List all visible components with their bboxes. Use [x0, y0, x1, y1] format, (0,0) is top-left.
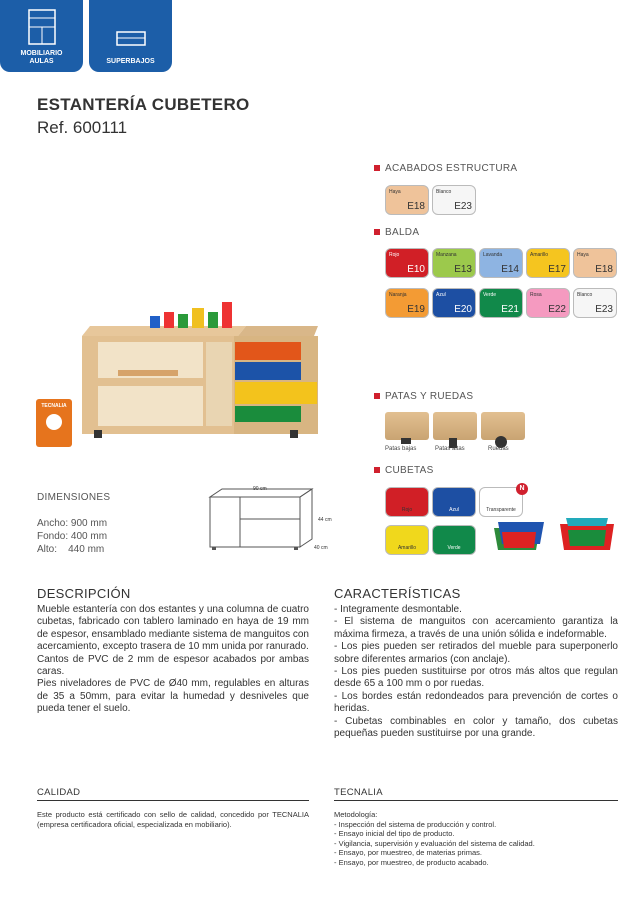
low-cabinet-icon [116, 30, 146, 48]
balda-swatch-name: Azul [436, 292, 446, 298]
balda-swatch [573, 248, 617, 278]
acabado-swatch [385, 185, 429, 215]
balda-swatch-name: Amarillo [530, 252, 549, 258]
balda-swatch-code: E23 [595, 304, 613, 315]
cubeta-swatch [432, 525, 476, 555]
balda-swatch [479, 248, 523, 278]
pata-alta-label: Patas altas [435, 446, 465, 452]
balda-swatch-name: Rosa [530, 292, 542, 298]
dim-label-d: 40 cm [314, 545, 328, 551]
dimensiones-title: DIMENSIONES [37, 492, 111, 503]
product-title: ESTANTERÍA CUBETERO [37, 95, 250, 114]
tab-mobiliario-aulas[interactable] [0, 0, 83, 72]
certificate-badge [36, 399, 72, 447]
balda-swatch-name: Haya [577, 252, 589, 258]
acabado-swatch-name: Haya [389, 189, 401, 195]
calidad-title: CALIDAD [37, 787, 81, 798]
balda-swatch-name: Lavanda [483, 252, 503, 258]
balda-swatch-code: E17 [548, 264, 566, 275]
balda-swatch-name: Verde [483, 292, 497, 298]
cubeta-swatch [385, 525, 429, 555]
cubeta-swatch [385, 487, 429, 517]
section-cubetas: CUBETAS [374, 465, 434, 476]
acabado-swatch-name: Blanco [436, 189, 452, 195]
bin-large-image [558, 516, 618, 556]
balda-swatch-code: E13 [454, 264, 472, 275]
balda-swatch-code: E22 [548, 304, 566, 315]
tecnalia-title: TECNALIA [334, 787, 383, 798]
balda-swatch-name: Manzana [436, 252, 457, 258]
calidad-rule [37, 800, 309, 801]
balda-swatch [479, 288, 523, 318]
descripcion-title: DESCRIPCIÓN [37, 586, 131, 601]
dim-ancho: Ancho: 900 mm [37, 518, 108, 529]
balda-swatch-code: E19 [407, 304, 425, 315]
balda-swatch-name: Naranja [389, 292, 407, 298]
calidad-text: Este producto está certificado con sello de calidad, concedido por TECNALIA (empresa certificadora oficial, especializada en mobiliario). [37, 810, 309, 829]
cubeta-swatch-name: Verde [447, 545, 461, 551]
product-image [78, 292, 328, 442]
acabado-swatch-code: E23 [454, 201, 472, 212]
dim-fondo: Fondo: 400 mm [37, 531, 108, 542]
balda-swatch-name: Rojo [389, 252, 400, 258]
section-acabados: ACABADOS ESTRUCTURA [374, 163, 517, 174]
cubeta-swatch-name: Azul [449, 507, 459, 513]
rueda-label: Ruedas [488, 446, 509, 452]
balda-swatch-code: E10 [407, 264, 425, 275]
cabinet-icon [27, 8, 57, 48]
bin-small-image [490, 518, 550, 558]
balda-swatch-name: Blanco [577, 292, 593, 298]
balda-swatch [385, 248, 429, 278]
balda-swatch [432, 248, 476, 278]
pata-alta-image [433, 412, 477, 440]
acabado-swatch-code: E18 [407, 201, 425, 212]
balda-swatch [526, 248, 570, 278]
new-badge: N [516, 483, 528, 495]
tecnalia-text: Metodología: - Inspección del sistema de producción y control. - Ensayo inicial del tipo de producto. - Vigilancia, supervisión y evaluación del sistema de calidad. - Ensayo, por muestreo, de materias primas. - Ensayo, por muestreo, de producto acabado. [334, 810, 535, 867]
dim-label-w: 90 cm [253, 486, 267, 492]
certificate-logo-icon [46, 414, 62, 430]
balda-swatch-code: E20 [454, 304, 472, 315]
balda-swatch-code: E18 [595, 264, 613, 275]
balda-swatch [573, 288, 617, 318]
cubeta-swatch-name: Transparente [486, 507, 516, 513]
cubeta-swatch-name: Amarillo [397, 545, 417, 551]
balda-swatch-code: E14 [501, 264, 519, 275]
tab-label: SUPERBAJOS [106, 58, 155, 65]
dim-label-h: 44 cm [318, 517, 332, 523]
product-ref: Ref. 600111 [37, 118, 128, 137]
tab-label: MOBILIARIO AULAS [20, 50, 63, 65]
rueda-image [481, 412, 525, 440]
dim-alto: Alto: 440 mm [37, 544, 105, 555]
section-patas: PATAS Y RUEDAS [374, 391, 473, 402]
pata-baja-image [385, 412, 429, 440]
patas-images [385, 412, 525, 457]
certificate-label: TECNALIA [41, 403, 67, 409]
balda-swatch [432, 288, 476, 318]
tab-superbajos[interactable] [89, 0, 172, 72]
cubeta-swatch [432, 487, 476, 517]
cubeta-swatch-name: Rojo [401, 507, 413, 513]
balda-swatch-code: E21 [501, 304, 519, 315]
section-balda: BALDA [374, 227, 419, 238]
tecnalia-rule [334, 800, 618, 801]
balda-swatch [385, 288, 429, 318]
balda-swatch [526, 288, 570, 318]
descripcion-text: Mueble estantería con dos estantes y una columna de cuatro cubetas, fabricado con tablero laminado en haya de 19 mm de espesor, ensamblado mediante sistema de manguitos con acercamiento, excepto trasera de 10 mm unida por ranurado. Cantos de PVC de 2 mm de espesor acabados por ambas caras. Pies niveladores de PVC de Ø40 mm, regulables en alturas de 35 a 50mm, para evitar la humedad y desniveles que pueda tener el suelo. [37, 604, 309, 715]
pata-baja-label: Patas bajas [385, 446, 417, 452]
caracteristicas-title: CARACTERÍSTICAS [334, 586, 461, 601]
caracteristicas-text: - Integramente desmontable. - El sistema de manguitos con acercamiento garantiza la máxima firmeza, a través de una unión sólida e indeformable. - Los pies pueden ser retirados del mueble para superponerlo sobre diferentes armarios (con anclaje). - Los pies pueden sustituirse por otros más altos que regulan desde 65 a 100 mm o por ruedas. - Los bordes están redondeados para prevención de cortes o heridas. - Cubetas combinables en color y tamaño, dos cubetas pequeñas pueden sustituirse por una grande. [334, 604, 618, 740]
acabado-swatch [432, 185, 476, 215]
